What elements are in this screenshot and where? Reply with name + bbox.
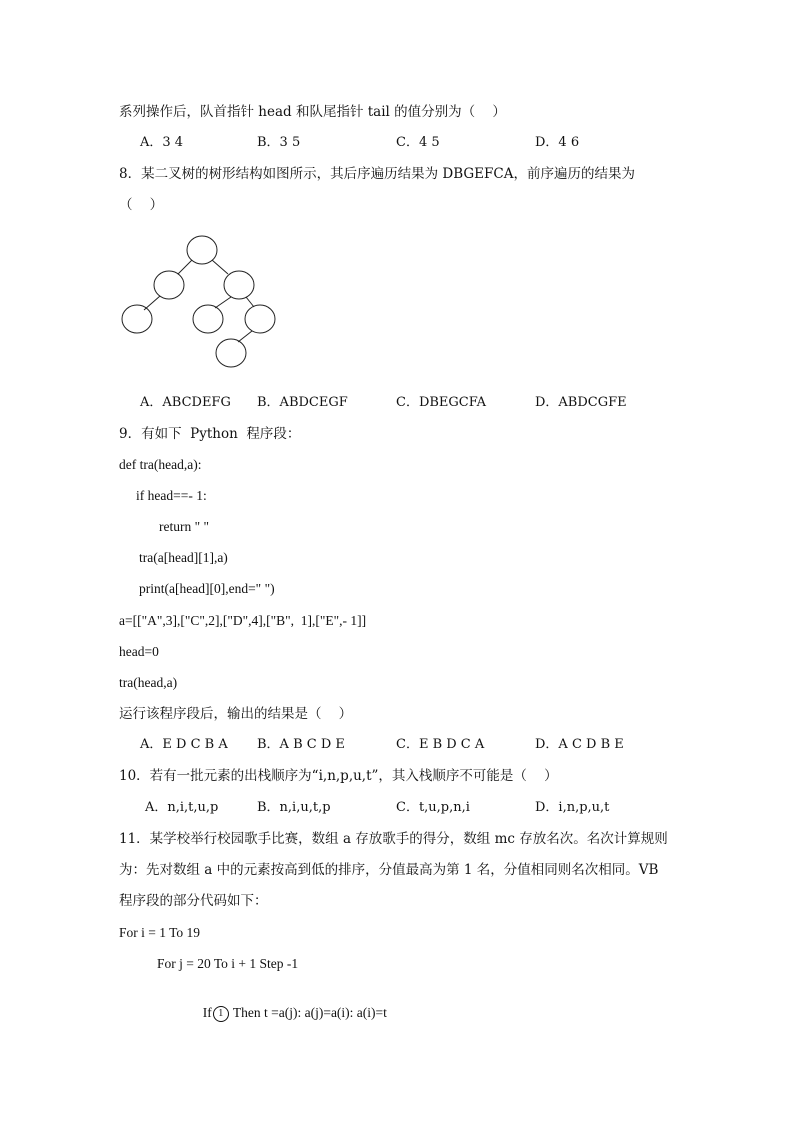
q9-code-line-1: def tra(head,a): <box>119 457 202 472</box>
q9-option-b[interactable]: B．A B C D E <box>257 737 345 752</box>
q8-option-a[interactable]: A．ABCDEFG <box>140 395 231 410</box>
q9-code-line-5: print(a[head][0],end=" ") <box>139 581 275 596</box>
tree-node <box>216 339 246 367</box>
binary-tree-diagram <box>118 232 288 372</box>
q11-code-line-3 <box>196 986 387 1022</box>
q9-code-line-7: head=0 <box>119 644 159 659</box>
q9-option-a[interactable]: A．E D C B A <box>140 737 228 752</box>
q11-code-line-1: For i = 1 To 19 <box>119 925 201 940</box>
tree-node <box>245 305 275 333</box>
q10-option-a[interactable]: A．n,i,t,u,p <box>145 800 219 815</box>
q7-option-a[interactable]: A．3 4 <box>140 135 184 150</box>
tree-node <box>193 305 223 333</box>
q11-code-then: Then t =a(j): a(j)=a(i): a(i)=t <box>229 1005 387 1020</box>
tree-node <box>154 271 184 299</box>
q8-option-b[interactable]: B．ABDCEGF <box>257 395 348 410</box>
q9-code-line-6: a=[["A",3],["C",2],["D",4],["B", 1],["E",- 1]] <box>119 613 367 628</box>
q10-option-c[interactable]: C．t,u,p,n,i <box>396 800 470 815</box>
q9-code-line-8: tra(head,a) <box>119 675 178 690</box>
q9-option-d[interactable]: D．A C D B E <box>535 737 624 752</box>
q9-stem: 9．有如下 Python 程序段： <box>119 426 301 442</box>
q11-stem-line-3: 程序段的部分代码如下： <box>119 893 268 909</box>
q7-option-d[interactable]: D．4 6 <box>535 135 580 150</box>
q7-option-b[interactable]: B．3 5 <box>257 135 301 150</box>
blank-marker-1: 1 <box>213 1006 229 1022</box>
q9-code-line-2: if head==- 1: <box>136 488 207 503</box>
q11-code-if: If <box>202 1005 212 1020</box>
q9-code-line-4: tra(a[head][1],a) <box>139 550 228 565</box>
q10-option-b[interactable]: B．n,i,u,t,p <box>257 800 331 815</box>
q7-stem: 系列操作后，队首指针 head 和队尾指针 tail 的值分别为（ ） <box>119 104 506 120</box>
tree-node <box>122 305 152 333</box>
q11-code-line-2: For j = 20 To i + 1 Step -1 <box>157 956 299 971</box>
tree-edge <box>246 297 254 307</box>
q8-stem: 8．某二叉树的树形结构如图所示，其后序遍历结果为 DBGEFCA，前序遍历的结果为 <box>119 166 635 182</box>
tree-node <box>187 236 217 264</box>
tree-edge <box>212 260 228 274</box>
tree-edge <box>178 260 192 274</box>
q9-question: 运行该程序段后，输出的结果是（ ） <box>119 706 353 722</box>
q7-option-c[interactable]: C．4 5 <box>396 135 440 150</box>
q11-stem-line-1: 11．某学校举行校园歌手比赛，数组 a 存放歌手的得分，数组 mc 存放名次。名次计算规则 <box>119 831 668 847</box>
q8-option-d[interactable]: D．ABDCGFE <box>535 395 627 410</box>
q10-stem: 10．若有一批元素的出栈顺序为“i,n,p,u,t”，其入栈顺序不可能是（ ） <box>119 768 558 784</box>
q8-option-c[interactable]: C．DBEGCFA <box>396 395 487 410</box>
q9-option-c[interactable]: C．E B D C A <box>396 737 485 752</box>
q10-option-d[interactable]: D．i,n,p,u,t <box>535 800 610 815</box>
q11-stem-line-2: 为：先对数组 a 中的元素按高到低的排序，分值最高为第 1 名，分值相同则名次相同。VB <box>119 862 659 878</box>
tree-node <box>224 271 254 299</box>
q8-stem-bracket: （ ） <box>119 197 164 213</box>
tree-edge <box>238 331 252 342</box>
q9-code-line-3: return " " <box>159 519 210 534</box>
tree-edge <box>215 297 231 308</box>
